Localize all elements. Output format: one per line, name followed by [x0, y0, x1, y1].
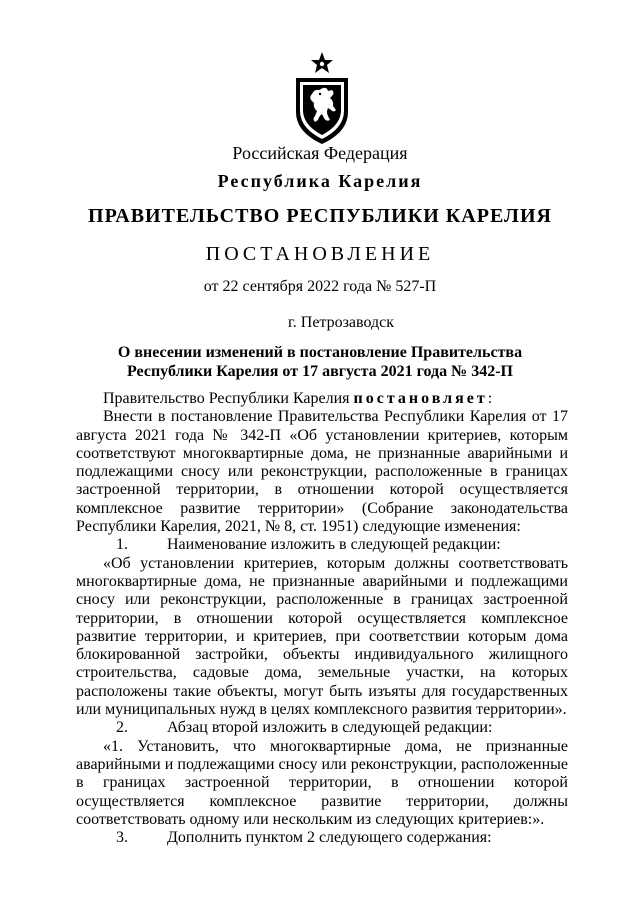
item-3-text: Дополнить пунктом 2 следующего содержания:	[167, 829, 492, 847]
item-2-text: Абзац второй изложить в следующей редакции:	[167, 719, 493, 737]
item-1-text: Наименование изложить в следующей редакции:	[167, 536, 501, 554]
item-2-quote: «1. Установить, что многоквартирные дома, не признанные аварийными и подлежащими сносу или реконструкции, расположенные в границах застроенной территории, в отношении которой осуществляется комплексное развитие территории, должны соответствовать одному или нескольким из следующих критериев:».	[76, 737, 568, 828]
document-body	[76, 390, 568, 847]
republic-name: Республика Карелия	[217, 171, 423, 191]
item-3-number: 3.	[116, 829, 128, 847]
preamble-paragraph	[76, 390, 568, 408]
item-3	[76, 829, 568, 847]
document-title-line-1: О внесении изменений в постановление Правительства	[117, 344, 523, 361]
item-1-quote: «Об установлении критериев, которым должны соответствовать многоквартирные дома, не признанные аварийными и подлежащими сносу или реконструкции, расположенные в границах застроенной территории, в отношении которой осуществляется комплексное развитие территории, и критериев, при соответствии которым дома блокированной застройки, объекты индивидуального жилищного строительства, садовые дома, земельные участки, на которых расположены такие объекты, могут быть изъяты для государственных или муниципальных нужд в целях комплексного развития территории».	[76, 554, 568, 719]
document-title-line-2: Республики Карелия от 17 августа 2021 года № 342-П	[126, 363, 513, 380]
preamble-prefix: Правительство Республики Карелия	[103, 390, 354, 407]
karelia-coat-of-arms-icon	[290, 50, 354, 146]
item-2	[76, 719, 568, 737]
city-name: г. Петрозаводск	[288, 314, 395, 331]
item-1-number: 1.	[116, 536, 128, 554]
country-name: Российская Федерация	[232, 143, 408, 163]
item-1	[76, 536, 568, 554]
item-2-number: 2.	[116, 719, 128, 737]
amendment-intro-paragraph: Внести в постановление Правительства Республики Карелия от 17 августа 2021 года № 342-П «Об установлении критериев, которым соответствуют многоквартирные дома, не признанные аварийными и подлежащими сносу или реконструкции, расположенные в границах застроенной территории, в отношении которой осуществляется комплексное развитие территории» (Собрание законодательства Республики Карелия, 2021, № 8, ст. 1951) следующие изменения:	[76, 408, 568, 536]
preamble-suffix: :	[487, 390, 493, 407]
preamble-decree-word: постановляет	[353, 390, 488, 407]
government-name: ПРАВИТЕЛЬСТВО РЕСПУБЛИКИ КАРЕЛИЯ	[88, 205, 552, 227]
document-date-number: от 22 сентября 2022 года № 527-П	[203, 278, 437, 295]
document-type: ПОСТАНОВЛЕНИЕ	[205, 243, 435, 265]
